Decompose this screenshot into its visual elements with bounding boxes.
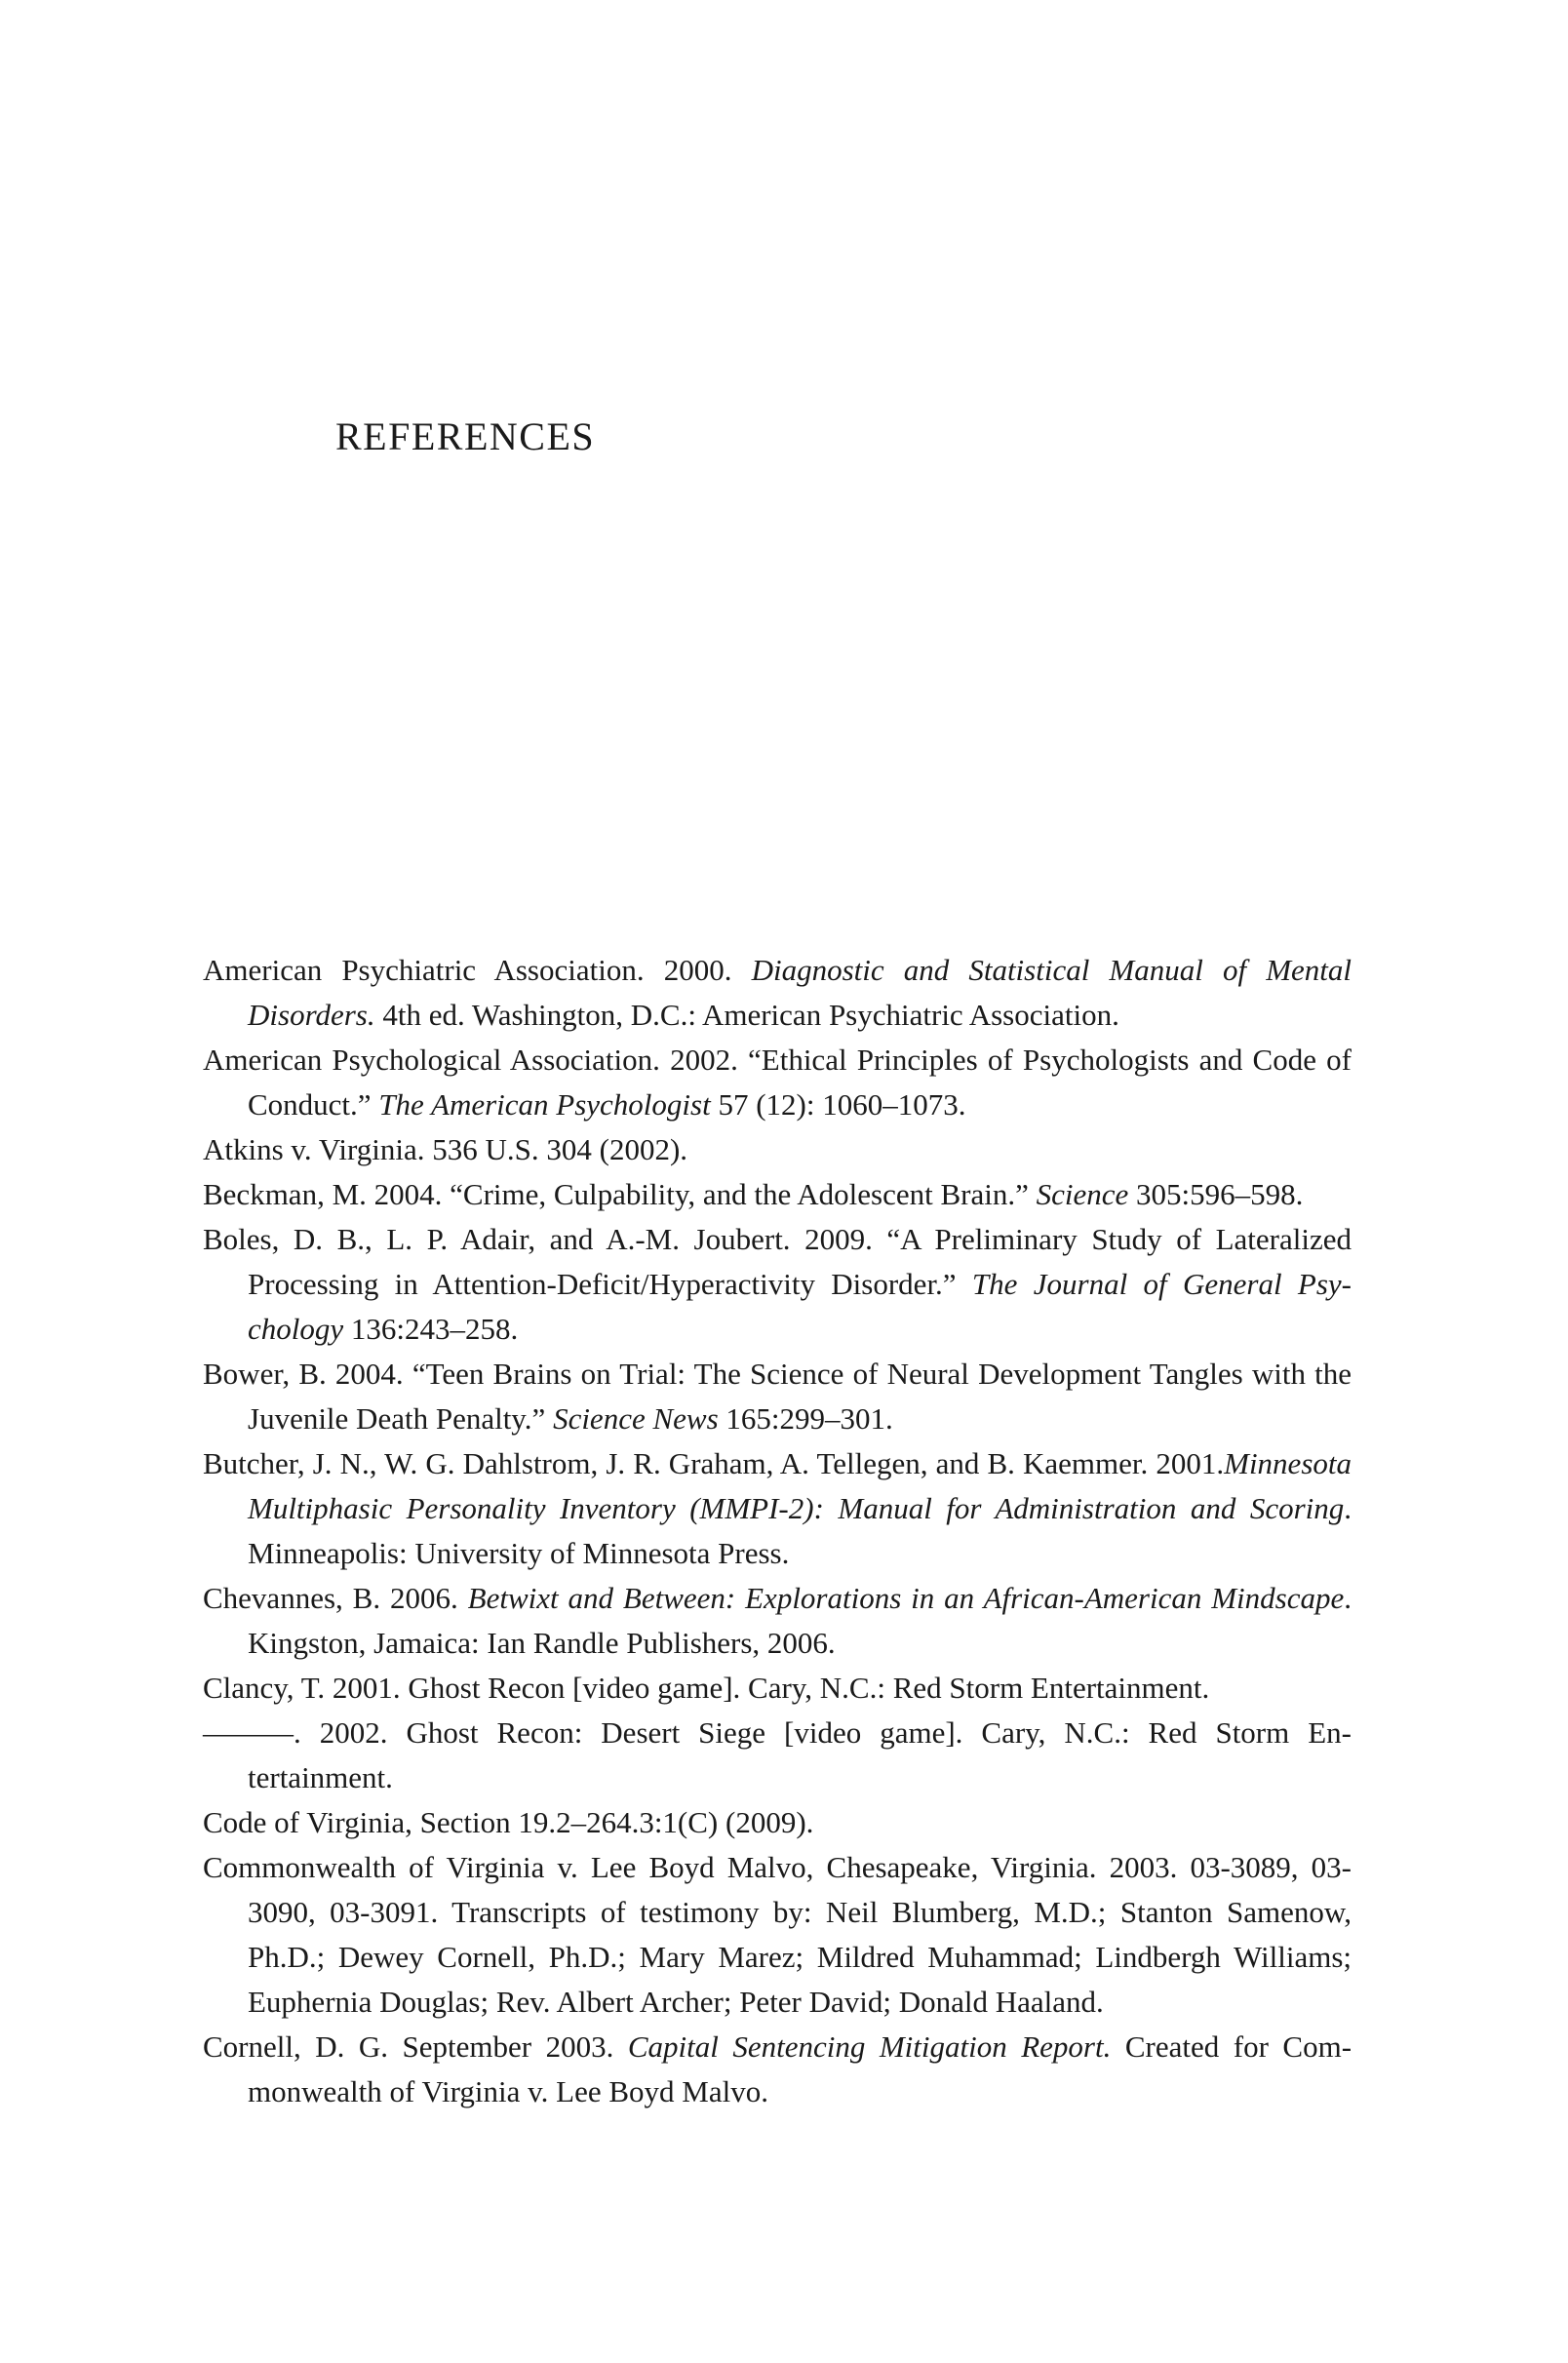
reference-text: American Psychiatric Association. 2000. (203, 953, 752, 987)
reference-entry (203, 1127, 1352, 1172)
reference-entry (203, 1441, 1352, 1576)
reference-title: Diagnostic and Statistical Manual of Mental Disorders. (248, 953, 1352, 1032)
reference-text: . Minneapolis: University of Minnesota Press. (248, 1491, 1352, 1570)
reference-entry (203, 1352, 1352, 1441)
reference-entry (203, 948, 1352, 1038)
reference-text: Code of Virginia, Section 19.2–264.3:1(C) (2009). (203, 1805, 814, 1839)
reference-text: Boles, D. B., L. P. Adair, and A.-M. Joubert. 2009. “A Preliminary Study of Lateralized Processing in Attention-Deficit/Hyperactivity Disorder.” (203, 1222, 1352, 1301)
reference-title: Betwixt and Between: Explorations in an African-American Mindscape (467, 1581, 1345, 1615)
reference-text: Clancy, T. 2001. Ghost Recon [video game]. Cary, N.C.: Red Storm Entertainment. (203, 1671, 1210, 1705)
reference-entry (203, 1711, 1352, 1800)
reference-text: Beckman, M. 2004. “Crime, Culpability, and the Adolescent Brain.” (203, 1177, 1037, 1211)
reference-text: Chevannes, B. 2006. (203, 1581, 468, 1615)
reference-entry (203, 1172, 1352, 1217)
reference-text: 165:299–301. (718, 1401, 893, 1436)
reference-title: Science News (553, 1401, 719, 1436)
reference-entry (203, 1666, 1352, 1711)
reference-text: ———. 2002. Ghost Recon: Desert Siege [video game]. Cary, N.C.: Red Storm Entertainment. (203, 1715, 1352, 1794)
reference-entry (203, 1217, 1352, 1352)
reference-title: The American Psychologist (378, 1087, 711, 1122)
reference-text: 136:243–258. (343, 1312, 519, 1346)
reference-text: Atkins v. Virginia. 536 U.S. 304 (2002). (203, 1132, 688, 1166)
reference-list (203, 948, 1352, 2114)
reference-entry (203, 2025, 1352, 2114)
reference-text: Created for Commonwealth of Virginia v. Lee Boyd Malvo. (248, 2029, 1352, 2108)
reference-text: . Kingston, Jamaica: Ian Randle Publishers, 2006. (248, 1581, 1352, 1660)
reference-title: Science (1036, 1177, 1129, 1211)
reference-text: Commonwealth of Virginia v. Lee Boyd Malvo, Chesapeake, Virginia. 2003. 03-3089, 03-3090, 03-3091. Transcripts of testimony by: Neil Blumberg, M.D.; Stanton Samenow, Ph.D.; Dewey Cornell, Ph.D.; Mary Marez; Mildred Muhammad; Lindbergh Williams; Euphernia Douglas; Rev. Albert Archer; Peter David; Donald Haaland. (203, 1850, 1352, 2019)
reference-entry (203, 1576, 1352, 1666)
reference-entry (203, 1845, 1352, 2025)
reference-entry (203, 1800, 1352, 1845)
page-title: REFERENCES (335, 414, 596, 458)
reference-text: 305:596–598. (1128, 1177, 1304, 1211)
reference-entry (203, 1038, 1352, 1127)
reference-text: American Psychological Association. 2002. “Ethical Principles of Psychologists and Code of Conduct.” (203, 1043, 1352, 1122)
reference-text: Cornell, D. G. September 2003. (203, 2029, 628, 2064)
reference-text: 57 (12): 1060–1073. (710, 1087, 966, 1122)
reference-text: Butcher, J. N., W. G. Dahlstrom, J. R. Graham, A. Tellegen, and B. Kaemmer. 2001. (203, 1446, 1225, 1480)
reference-text: 4th ed. Washington, D.C.: American Psychiatric Association. (374, 998, 1119, 1032)
reference-text: Bower, B. 2004. “Teen Brains on Trial: The Science of Neural Development Tangles with the Juvenile Death Penalty.” (203, 1357, 1352, 1436)
reference-title: The Journal of General Psychology (248, 1267, 1352, 1346)
reference-title: Capital Sentencing Mitigation Report. (627, 2029, 1112, 2064)
reference-title: Minnesota Multiphasic Personality Inventory (MMPI-2): Manual for Administration and Scoring (248, 1446, 1352, 1525)
